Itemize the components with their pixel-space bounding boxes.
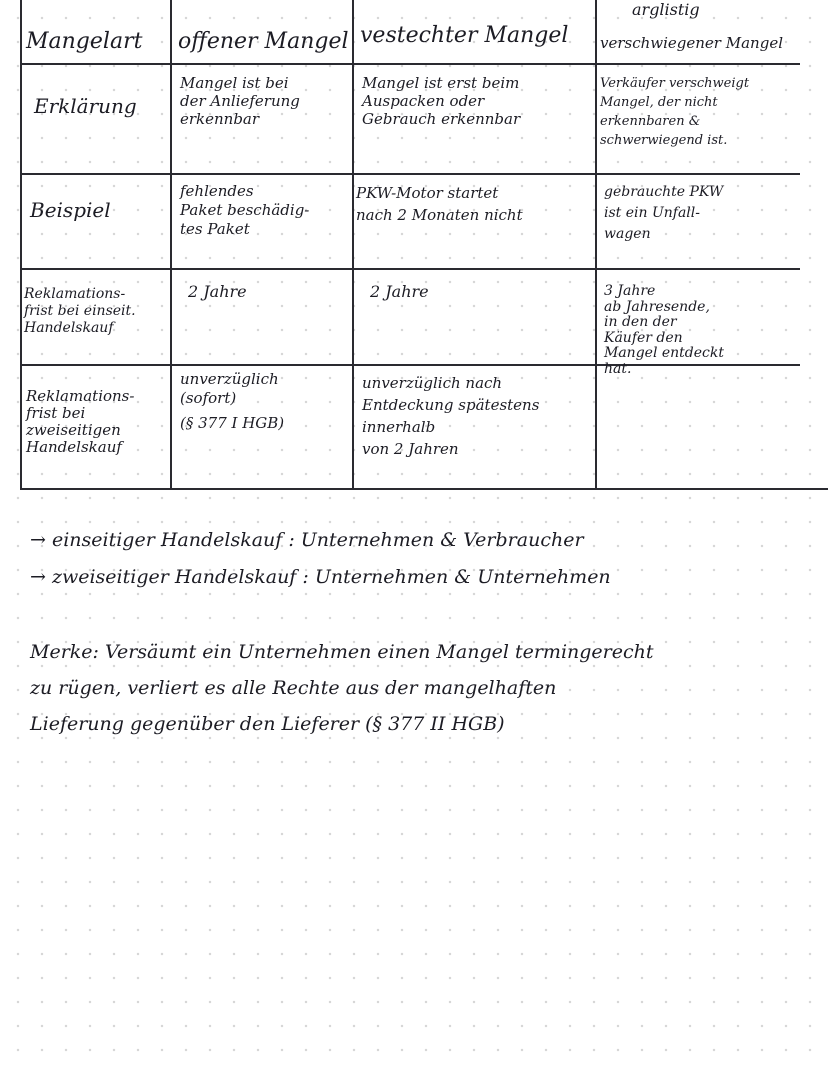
row1-hidden: Mangel ist erst beim Auspacken oder Gebrauch erkennbar [362,74,521,128]
header-offener-mangel: offener Mangel [178,29,349,54]
note-einseitig: → einseitiger Handelskauf : Unternehmen & Verbraucher [30,529,584,551]
header-versteckter-mangel: vestechter Mangel [360,23,569,48]
note-zweiseitig: → zweiseitiger Handelskauf : Unternehmen & Unternehmen [30,566,611,588]
table-divider-2 [352,0,354,489]
table-rule-row1 [20,173,800,175]
header-arglistig: arglistig [632,0,700,19]
header-verschwiegener-mangel: verschwiegener Mangel [600,34,783,52]
table-rule-header [20,63,800,65]
row2-label: Beispiel [30,198,111,222]
row4-hidden: unverzüglich nach Entdeckung spätestens innerhalb von 2 Jahren [362,374,540,458]
row3-hidden: 2 Jahre [370,282,429,301]
table-rule-row2 [20,268,800,270]
table-rule-bottom [20,488,828,490]
row3-malicious: 3 Jahre ab Jahresende, in den der Käufer den Mangel entdeckt hat. [604,283,724,377]
row1-malicious: Verkäufer verschweigt Mangel, der nicht erkennbaren & schwerwiegend ist. [600,76,750,148]
row2-malicious: gebrauchte PKW ist ein Unfall- wagen [604,184,724,242]
row2-open: fehlendes Paket beschädig- tes Paket [180,182,310,238]
row1-label: Erklärung [34,94,137,118]
row4-label: Reklamations- frist bei zweiseitigen Handelskauf [26,387,135,456]
row3-label: Reklamations- frist bei einseit. Handelskauf [24,286,136,336]
table-border-left [20,0,22,489]
row1-open: Mangel ist bei der Anlieferung erkennbar [180,74,300,128]
header-mangelart: Mangelart [26,29,143,54]
row2-hidden: PKW-Motor startet nach 2 Monaten nicht [356,184,523,224]
table-divider-1 [170,0,172,489]
merke-paragraph: Merke: Versäumt ein Unternehmen einen Mangel termingerecht zu rügen, verliert es alle Rechte aus der mangelhaften Lieferung gegenüber den Lieferer (§ 377 II HGB) [30,641,654,735]
row4-open: unverzüglich (sofort) (§ 377 I HGB) [180,370,285,432]
table-divider-3 [595,0,597,489]
row3-open: 2 Jahre [188,282,247,301]
